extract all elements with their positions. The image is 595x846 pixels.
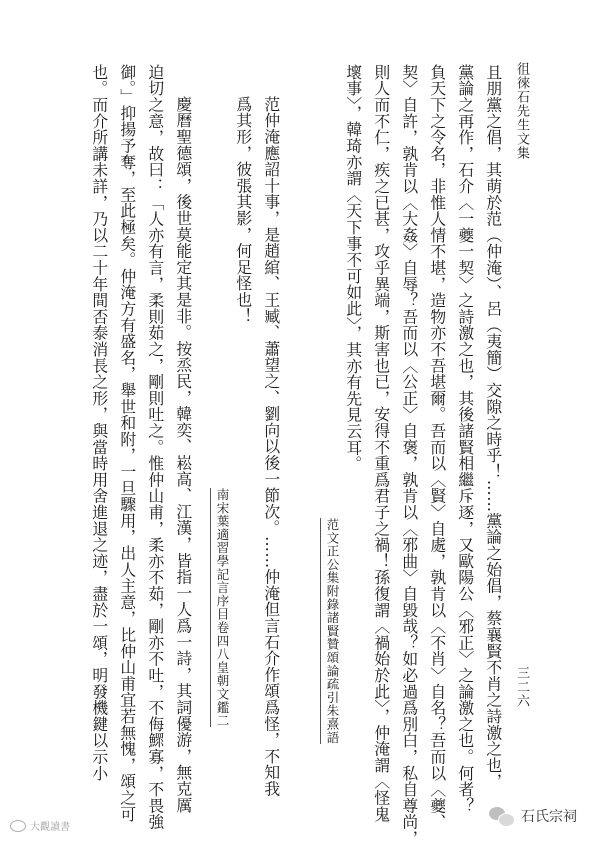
- p3-line-3: 御。」抑揚予奪，至此極矣。仲淹方有盛名，舉世和附，一旦驟用，出人主意，比仲山甫宜若無愧，頌之可: [117, 64, 137, 823]
- p1-line-5: 則人而不仁，疾之已甚，攻乎異端，斯害也已，安得不重爲君子之禍！孫復謂〈禍始於此〉，仲淹謂〈怪鬼: [371, 64, 391, 823]
- p3-line-1: 慶曆聖德頌，後世莫能定其是非。按烝民，韓奕、崧高、江漢，皆指一人爲一詩，其詞優游，無克厲: [173, 96, 193, 814]
- p2-line-1: 范仲淹應詔十事，是趙綰、王臧、蕭望之、劉向以後一節次。……仲淹但言石介作頌爲怪，不知我: [261, 96, 281, 797]
- watermark-left: [10, 818, 70, 833]
- watermark-right-text: 石氏宗祠: [521, 809, 577, 825]
- p2-source: 南宋葉適習學記言序目卷四八皇朝文鑑二: [210, 488, 231, 727]
- watermark-right: [489, 805, 577, 827]
- p1-line-3: 負天下之令名，非惟人情不堪，造物亦不吾堪爾。吾而以〈賢〉自處，孰肯以〈不肖〉自名？吾而以〈夔、: [427, 64, 447, 831]
- wechat-icon: [489, 805, 515, 827]
- p3-line-4: 也。而介所講未詳，乃以二十年間否泰消長之形，與當時用舍進退之迹，盡於一頌，明發機鍵以示小: [89, 64, 109, 782]
- page-number: 三二六: [514, 666, 529, 708]
- p1-line-1: 且朋黨之倡，其萌於范（仲淹）、呂（夷簡）交隙之時乎！……黨論之始倡，蔡襄賢不肖之詩激之也，: [483, 64, 503, 790]
- p1-line-4: 契〉自許，孰肯以〈大姦〉自辱？吾而以〈公正〉自褒，孰肯以〈邪曲〉自毀哉？如必過爲別白，私自尊尚，: [399, 64, 419, 846]
- book-title: 徂徠石先生文集: [514, 62, 529, 160]
- p1-source: 范文正公集附錄諸賢贊頌論疏引朱熹語: [320, 518, 341, 744]
- weibo-icon: [10, 820, 26, 832]
- watermark-left-text: 大觀讀書: [30, 822, 70, 833]
- p1-line-2: 黨論之再作，石介〈一夔一契〉之詩激之也，其後諸賢相繼斥逐，又歐陽公〈邪正〉之論激之也。何者？: [455, 64, 475, 814]
- p1-line-6: 壞事〉，韓琦亦謂〈天下事不可如此〉，其亦有先見云耳。: [343, 64, 363, 472]
- p3-line-2: 迫切之意，故曰：「人亦有言，柔則茹之，剛則吐之。惟仲山甫，柔亦不茹，剛亦不吐，不侮鰥寡，不畏強: [145, 64, 165, 831]
- p2-line-2: 爲其形，彼張其影，何足怪也！: [233, 96, 253, 325]
